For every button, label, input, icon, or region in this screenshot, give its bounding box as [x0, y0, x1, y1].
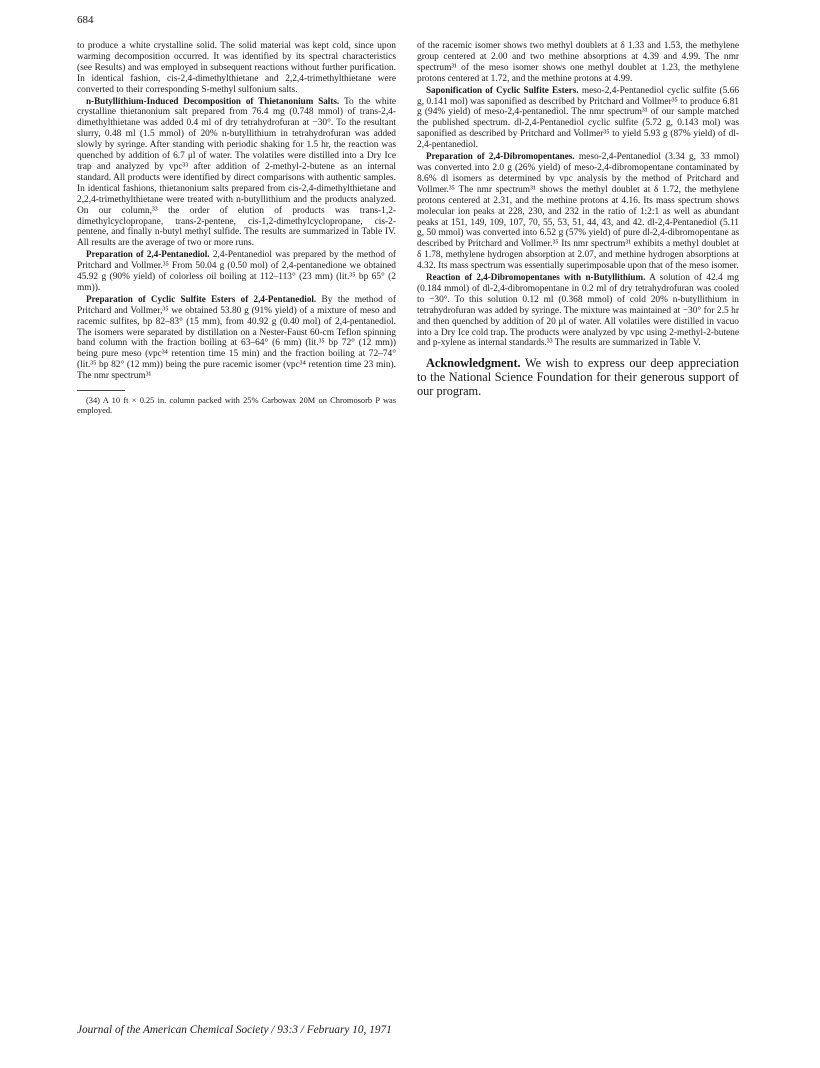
paragraph-heading: n-Butyllithium-Induced Decomposition of Thietanonium Salts. — [86, 95, 340, 106]
paragraph-body: to produce a white crystalline solid. The solid material was kept cold, since upon warming decomposition occurred. It was identified by its spectral characteristics (see Results) and was employed in subsequent reactions without further purification. In identical fashion, cis-2,4-dimethylthietane and 2,2,4-trimethylthietane were converted to their corresponding S-methyl sulfonium salts. — [77, 41, 396, 95]
paragraph-body: of the racemic isomer shows two methyl doublets at δ 1.33 and 1.53, the methylene group centered at 2.00 and two methine absorptions at 4.39 and 4.99. The nmr spectrum³¹ of the meso isomer shows one methyl doublet at 1.23, the methylene protons centered at 1.72, and the methine protons at 4.99. — [417, 41, 739, 84]
paragraph-body: meso-2,4-Pentanediol cyclic sulfite (5.66 g, 0.141 mol) was saponified as described by Pritchard and Vollmer³⁵ to produce 6.81 g (94% yield) of meso-2,4-pentanediol. The nmr spectrum³¹ of our sample matched the published spectrum. dl-2,4-Pentanediol cyclic sulfite (5.72 g, 0.143 mol) was saponified as described by Pritchard and Vollmer³⁵ to yield 5.93 g (87% yield) of dl-2,4-pentanediol. — [417, 85, 740, 151]
paragraph — [77, 249, 396, 294]
acknowledgment-heading: Acknowledgment. — [426, 356, 521, 371]
paragraph-heading: Saponification of Cyclic Sulfite Esters. — [426, 84, 579, 95]
paragraph — [77, 294, 396, 382]
paragraph-body: To the white crystalline thietanonium salt prepared from 76.4 mg (0.748 mmol) of trans-2,4-dimethylthietane was added 0.4 ml of dry tetrahydrofuran at −30°. To the resultant slurry, 0.48 ml (1.5 mmol) of 20% n-butyllithium in tetrahydrofuran was added slowly by syringe. After standing with periodic shaking for 1.5 hr, the reaction was quenched by addition of 6.7 μl of water. The volatiles were distilled into a Dry Ice trap and analyzed by vpc³³ after addition of 2-methyl-2-butene as an internal standard. All products were identified by direct comparisons with authentic samples. In identical fashions, thietanonium salts prepared from cis-2,4-dimethylthietane and 2,2,4-trimethylthietane were treated with n-butyllithium and the products analyzed. On our column,³³ the order of elution of products was trans-1,2-dimethylcyclopropane, trans-2-pentene, cis-1,2-dimethylcyclopropane, cis-2-pentene, and finally n-butyl methyl sulfide. The results are summarized in Table IV. All results are the average of two or more runs. — [77, 96, 396, 249]
paragraph — [77, 41, 396, 96]
paragraph-body: A solution of 42.4 mg (0.184 mmol) of dl-2,4-dibromopentane in 0.2 ml of dry tetrahydrofuran was cooled to −30°. To this solution 0.12 ml (0.368 mmol) of cold 20% n-butyllithium in tetrahydrofuran was added by syringe. The mixture was maintained at −30° for 2.5 hr and then quenched by addition of 20 μl of water. All volatiles were distilled in vacuo into a Dry Ice cold trap. The products were analyzed by vpc using 2-methyl-2-butene and p-xylene as internal standards.³³ The results are summarized in Table V. — [417, 273, 739, 349]
right-column — [417, 41, 739, 399]
paragraph — [417, 85, 739, 151]
footnote-divider — [77, 390, 125, 391]
paragraph-heading: Preparation of Cyclic Sulfite Esters of 2,4-Pentanediol. — [86, 293, 317, 304]
paragraph-heading: Reaction of 2,4-Dibromopentanes with n-Butyllithium. — [426, 272, 646, 283]
acknowledgment-body: We wish to express our deep appreciation to the National Science Foundation for their generous support of our program. — [417, 356, 739, 398]
paragraph-heading: Preparation of 2,4-Dibromopentanes. — [426, 151, 575, 162]
paragraph — [77, 96, 396, 250]
paragraph-body: By the method of Pritchard and Vollmer,³⁵ we obtained 53.80 g (91% yield) of a mixture of meso and racemic sulfites, bp 82–83° (15 mm), from 40.92 g (0.40 mol) of 2,4-pentanediol. The isomers were separated by distillation on a Nester-Faust 60-cm Teflon spinning band column with the fraction boiling at 63–64° (6 mm) (lit.³⁵ bp 72° (12 mm)) being pure meso (vpc³⁴ retention time 15 min) and the fraction boiling at 72–74° (lit.³⁵ bp 82° (12 mm)) being the pure racemic isomer (vpc³⁴ retention time 23 min). The nmr spectrum³¹ — [77, 294, 396, 382]
footnote: (34) A 10 ft × 0.25 in. column packed with 25% Carbowax 20M on Chromosorb P was employed. — [77, 396, 396, 415]
acknowledgment — [417, 357, 739, 398]
paragraph-heading: Preparation of 2,4-Pentanediol. — [86, 249, 210, 260]
journal-footer: Journal of the American Chemical Society / 93:3 / February 10, 1971 — [77, 1024, 392, 1036]
paragraph-body: meso-2,4-Pentanediol (3.34 g, 33 mmol) was converted into 2.0 g (26% yield) of meso-2,4-dibromopentane contaminated by 8.6% dl isomers as determined by vpc analysis by the method of Pritchard and Vollmer.³⁵ The nmr spectrum³¹ shows the methyl doublet at δ 1.72, the methylene protons centered at 2.31, and the methine protons at 4.16. Its mass spectrum shows molecular ion peaks at 228, 230, and 232 in the ratio of 1:2:1 as well as abundant peaks at 151, 149, 109, 107, 70, 55, 53, 51, 44, 43, and 42. dl-2,4-Pentanediol (5.11 g, 50 mmol) was converted into 6.52 g (57% yield) of pure dl-2,4-dibromopentane as described by Pritchard and Vollmer.³⁵ Its nmr spectrum³¹ exhibits a methyl doublet at δ 1.78, methylene hydrogen absorption at 2.07, and methine hydrogen absorptions at 4.32. Its mass spectrum was essentially superimposable upon that of the meso isomer. — [417, 152, 739, 272]
paragraph — [417, 41, 739, 85]
page-number: 684 — [77, 14, 94, 26]
paragraph-body: 2,4-Pentanediol was prepared by the method of Pritchard and Vollmer.³⁵ From 50.04 g (0.50 mol) of 2,4-pentanedione we obtained 45.92 g (90% yield) of colorless oil boiling at 112–113° (23 mm) (lit.³⁵ bp 65° (2 mm)). — [77, 250, 397, 293]
left-column — [77, 41, 396, 415]
paragraph — [417, 151, 739, 272]
paragraph — [417, 272, 739, 349]
